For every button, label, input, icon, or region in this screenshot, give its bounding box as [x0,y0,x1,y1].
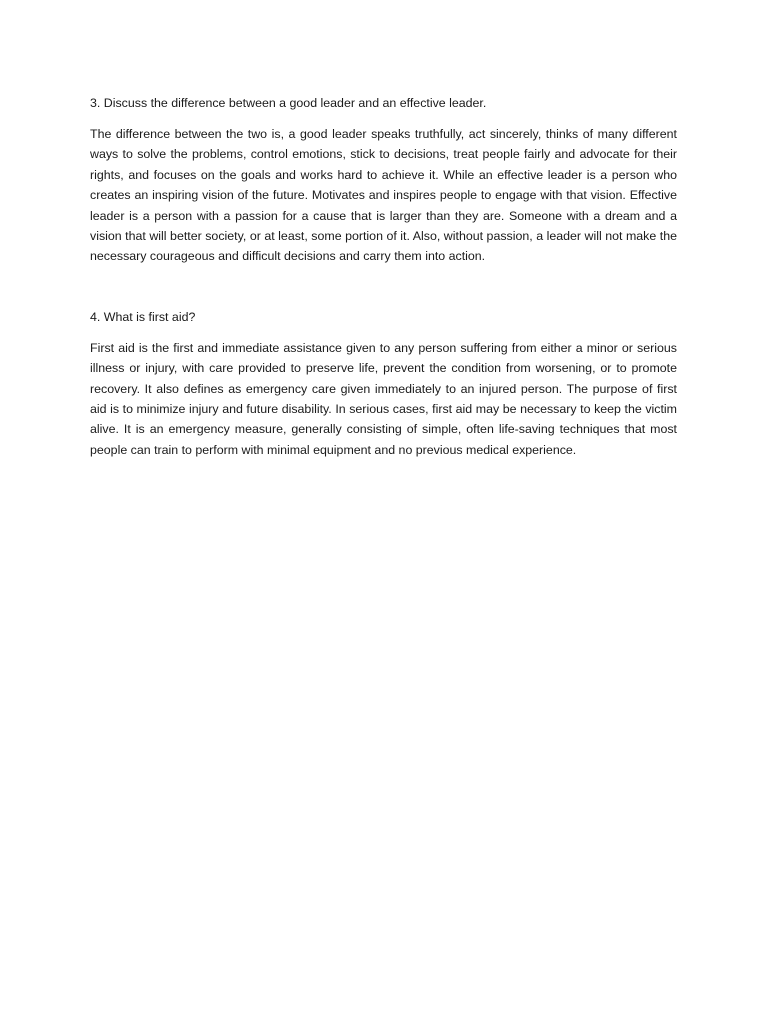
question-4-answer: First aid is the first and immediate assistance given to any person suffering from either a minor or serious illness or injury, with care provided to preserve life, prevent the condition from worsening, or to promote recovery. It also defines as emergency care given immediately to an injured person. The purpose of first aid is to minimize injury and future disability. In serious cases, first aid may be necessary to keep the victim alive. It is an emergency measure, generally consisting of simple, often life-saving techniques that most people can train to perform with minimal equipment and no previous medical experience. [90,340,677,457]
question-4-heading: 4. What is first aid? [90,309,196,324]
document-body [90,93,677,460]
section-spacer [90,267,677,307]
question-3-answer: The difference between the two is, a good leader speaks truthfully, act sincerely, thinks of many different ways to solve the problems, control emotions, stick to decisions, treat people fairly and advocate for their rights, and focuses on the goals and works hard to achieve it. While an effective leader is a person who creates an inspiring vision of the future. Motivates and inspires people to engage with that vision. Effective leader is a person with a passion for a cause that is larger than they are. Someone with a dream and a vision that will better society, or at least, some portion of it. Also, without passion, a leader will not make the necessary courageous and difficult decisions and carry them into action. [90,127,677,264]
question-3-heading: 3. Discuss the difference between a good leader and an effective leader. [90,96,487,110]
